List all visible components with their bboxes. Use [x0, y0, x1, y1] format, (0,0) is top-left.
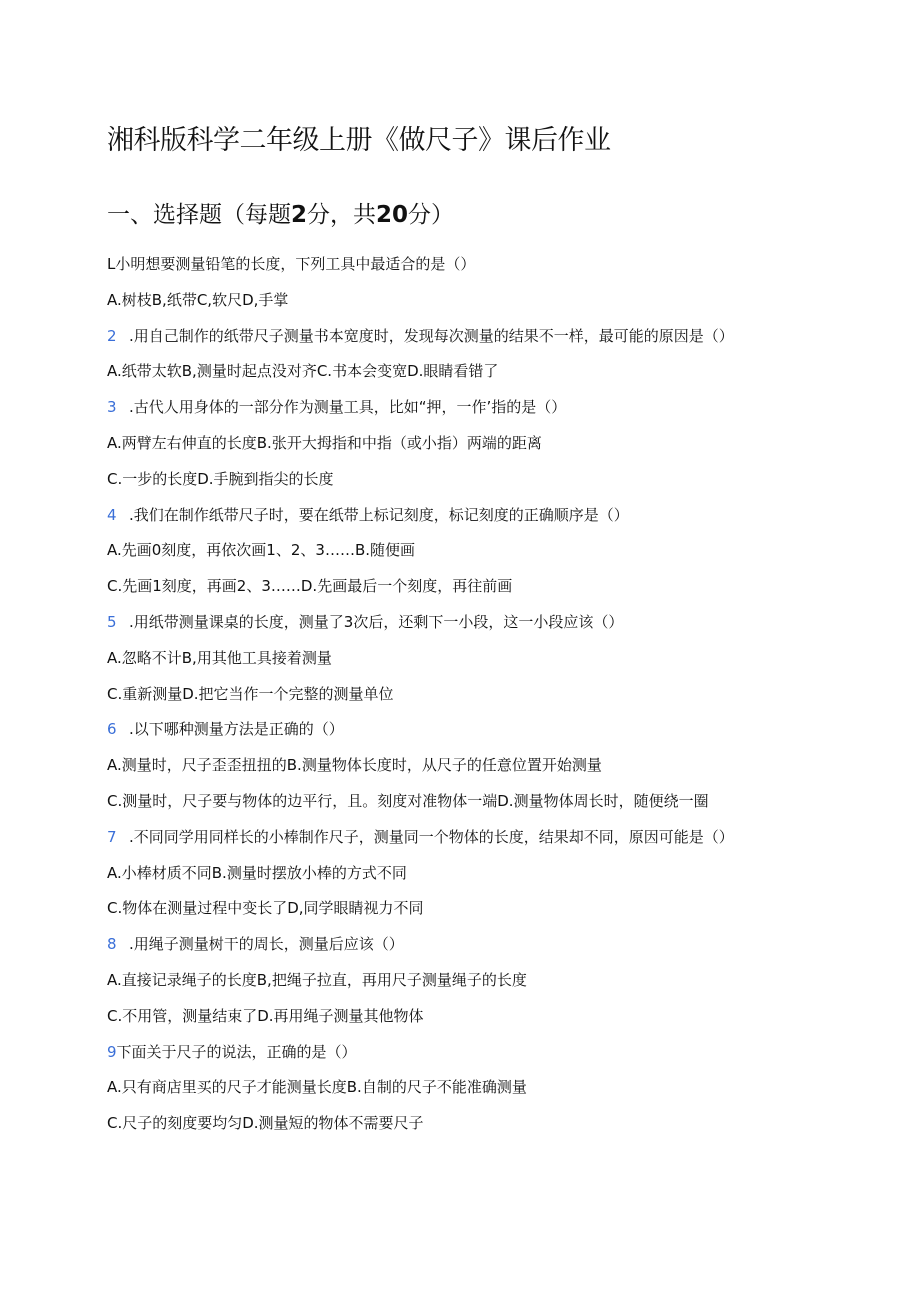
question-text: .以下哪种测量方法是正确的（）: [129, 720, 344, 739]
question-text: .用纸带测量课桌的长度，测量了3次后，还剩下一小段，这一小段应该（）: [129, 612, 624, 631]
question-text: .不同同学用同样长的小棒制作尺子，测量同一个物体的长度，结果却不同，原因可能是（）: [129, 827, 734, 846]
question-number: 9: [107, 1042, 117, 1061]
question-text: 下面关于尺子的说法，正确的是（）: [116, 1042, 357, 1061]
question-stem: [107, 931, 807, 967]
section-heading-total: 20: [376, 202, 409, 228]
section-heading-points: 2: [291, 202, 308, 228]
question-number: 7: [107, 827, 117, 846]
question-options: C.物体在测量过程中变长了D,同学眼睛视力不同: [107, 899, 424, 918]
question-stem: [107, 824, 807, 860]
question-options: C.先画1刻度，再画2、3……D.先画最后一个刻度，再往前画: [107, 577, 513, 596]
question-number: 6: [107, 720, 117, 739]
question-stem: [107, 609, 807, 645]
question-number: 2: [107, 326, 117, 345]
question-options: A.只有商店里买的尺子才能测量长度B.自制的尺子不能准确测量: [107, 1078, 527, 1097]
question-options: A.直接记录绳子的长度B,把绳子拉直，再用尺子测量绳子的长度: [107, 970, 527, 989]
question-number: 3: [107, 398, 117, 417]
question-stem: [107, 716, 807, 752]
question-number: 4: [107, 505, 117, 524]
question-stem: [107, 502, 807, 538]
question-text: .用自己制作的纸带尺子测量书本宽度时，发现每次测量的结果不一样，最可能的原因是（）: [129, 326, 734, 345]
question-options: A.两臂左右伸直的长度B.张开大拇指和中指（或小指）两端的距离: [107, 433, 542, 452]
question-stem: [107, 251, 807, 287]
section-heading: [107, 197, 454, 233]
section-heading-text: 一、选择题（每题: [107, 202, 291, 228]
question-options: A.先画0刻度，再依次画1、2、3……B.随便画: [107, 541, 415, 560]
question-text: L小明想要测量铅笔的长度，下列工具中最适合的是（）: [107, 255, 476, 273]
question-options: C.测量时，尺子要与物体的边平行，且。刻度对准物体一端D.测量物体周长时，随便绕一圈: [107, 791, 709, 810]
section-heading-text: 分，共: [307, 202, 377, 228]
question-options: A.纸带太软B,测量时起点没对齐C.书本会变宽D.眼睛看错了: [107, 362, 499, 381]
question-options: A.树枝B,纸带C,软尺D,手掌: [107, 290, 289, 309]
question-options: A.忽略不计B,用其他工具接着测量: [107, 648, 332, 667]
question-options: C.重新测量D.把它当作一个完整的测量单位: [107, 684, 394, 703]
question-options: C.尺子的刻度要均匀D.测量短的物体不需要尺子: [107, 1114, 424, 1133]
question-number: 5: [107, 612, 117, 631]
question-options: C.一步的长度D.手腕到指尖的长度: [107, 469, 334, 488]
question-number: 8: [107, 935, 117, 954]
question-options: A.测量时，尺子歪歪扭扭的B.测量物体长度时，从尺子的任意位置开始测量: [107, 756, 602, 775]
question-stem: [107, 1039, 807, 1075]
question-text: .用绳子测量树干的周长，测量后应该（）: [129, 935, 404, 954]
question-list: [107, 251, 807, 1146]
question-text: .古代人用身体的一部分作为测量工具，比如“押，一作’指的是（）: [129, 398, 567, 417]
section-heading-text: 分）: [408, 202, 455, 228]
question-stem: [107, 394, 807, 430]
question-stem: [107, 323, 807, 359]
question-text: .我们在制作纸带尺子时，要在纸带上标记刻度，标记刻度的正确顺序是（）: [129, 505, 629, 524]
question-options: A.小棒材质不同B.测量时摆放小棒的方式不同: [107, 863, 407, 882]
question-options: C.不用管，测量结束了D.再用绳子测量其他物体: [107, 1006, 424, 1025]
document-title: 湘科版科学二年级上册《做尺子》课后作业: [107, 125, 611, 156]
